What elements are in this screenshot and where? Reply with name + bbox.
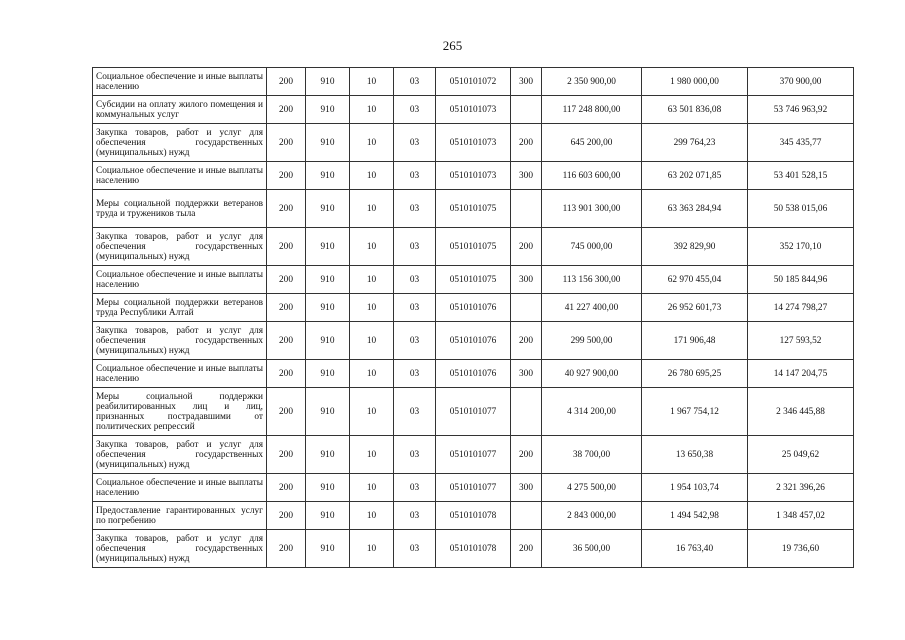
amount-planned-cell: 40 927 900,00: [542, 360, 642, 388]
section-cell: 10: [350, 502, 394, 530]
table-row: [93, 530, 854, 568]
code-cell: 910: [306, 530, 350, 568]
item-name-cell: Закупка товаров, работ и услуг для обеспечения государственных (муниципальных) нужд: [93, 228, 267, 266]
target-article-cell: 0510101075: [436, 266, 511, 294]
item-name-cell: Закупка товаров, работ и услуг для обеспечения государственных (муниципальных) нужд: [93, 124, 267, 162]
table-row: [93, 266, 854, 294]
subsection-cell: 03: [394, 228, 436, 266]
amount-planned-cell: 299 500,00: [542, 322, 642, 360]
subsection-cell: 03: [394, 502, 436, 530]
target-article-cell: 0510101077: [436, 388, 511, 436]
amount-executed-cell: 63 501 836,08: [642, 96, 748, 124]
target-article-cell: 0510101072: [436, 68, 511, 96]
code-cell: 910: [306, 360, 350, 388]
section-cell: 10: [350, 294, 394, 322]
code-cell: 910: [306, 388, 350, 436]
expense-type-cell: 300: [511, 266, 542, 294]
table-row: [93, 474, 854, 502]
target-article-cell: 0510101073: [436, 162, 511, 190]
amount-remaining-cell: 2 321 396,26: [748, 474, 854, 502]
amount-remaining-cell: 53 746 963,92: [748, 96, 854, 124]
expense-type-cell: 200: [511, 124, 542, 162]
expense-type-cell: 200: [511, 530, 542, 568]
amount-planned-cell: 113 156 300,00: [542, 266, 642, 294]
amount-planned-cell: 117 248 800,00: [542, 96, 642, 124]
code-cell: 200: [267, 124, 306, 162]
code-cell: 910: [306, 474, 350, 502]
code-cell: 910: [306, 294, 350, 322]
subsection-cell: 03: [394, 266, 436, 294]
section-cell: 10: [350, 266, 394, 294]
expense-type-cell: 300: [511, 162, 542, 190]
amount-executed-cell: 1 954 103,74: [642, 474, 748, 502]
table-row: [93, 360, 854, 388]
amount-planned-cell: 745 000,00: [542, 228, 642, 266]
amount-remaining-cell: 53 401 528,15: [748, 162, 854, 190]
section-cell: 10: [350, 162, 394, 190]
table-row: [93, 436, 854, 474]
code-cell: 910: [306, 124, 350, 162]
amount-executed-cell: 16 763,40: [642, 530, 748, 568]
item-name-cell: Субсидии на оплату жилого помещения и коммунальных услуг: [93, 96, 267, 124]
subsection-cell: 03: [394, 436, 436, 474]
amount-executed-cell: 26 780 695,25: [642, 360, 748, 388]
item-name-cell: Социальное обеспечение и иные выплаты населению: [93, 360, 267, 388]
amount-executed-cell: 392 829,90: [642, 228, 748, 266]
target-article-cell: 0510101078: [436, 530, 511, 568]
item-name-cell: Социальное обеспечение и иные выплаты населению: [93, 68, 267, 96]
amount-executed-cell: 63 202 071,85: [642, 162, 748, 190]
code-cell: 200: [267, 96, 306, 124]
amount-remaining-cell: 19 736,60: [748, 530, 854, 568]
target-article-cell: 0510101076: [436, 294, 511, 322]
code-cell: 910: [306, 436, 350, 474]
target-article-cell: 0510101073: [436, 96, 511, 124]
section-cell: 10: [350, 68, 394, 96]
expense-type-cell: [511, 388, 542, 436]
amount-planned-cell: 116 603 600,00: [542, 162, 642, 190]
amount-executed-cell: 1 980 000,00: [642, 68, 748, 96]
amount-planned-cell: 38 700,00: [542, 436, 642, 474]
code-cell: 200: [267, 190, 306, 228]
code-cell: 200: [267, 474, 306, 502]
code-cell: 910: [306, 68, 350, 96]
table-row: [93, 294, 854, 322]
expense-type-cell: [511, 96, 542, 124]
item-name-cell: Социальное обеспечение и иные выплаты населению: [93, 474, 267, 502]
amount-executed-cell: 1 967 754,12: [642, 388, 748, 436]
code-cell: 200: [267, 360, 306, 388]
subsection-cell: 03: [394, 474, 436, 502]
amount-planned-cell: 645 200,00: [542, 124, 642, 162]
table-row: [93, 190, 854, 228]
amount-remaining-cell: 50 185 844,96: [748, 266, 854, 294]
subsection-cell: 03: [394, 360, 436, 388]
section-cell: 10: [350, 530, 394, 568]
section-cell: 10: [350, 322, 394, 360]
section-cell: 10: [350, 388, 394, 436]
amount-executed-cell: 63 363 284,94: [642, 190, 748, 228]
code-cell: 910: [306, 266, 350, 294]
table-body: [93, 68, 854, 568]
table-row: [93, 322, 854, 360]
expense-type-cell: 200: [511, 436, 542, 474]
item-name-cell: Социальное обеспечение и иные выплаты населению: [93, 162, 267, 190]
amount-planned-cell: 4 314 200,00: [542, 388, 642, 436]
item-name-cell: Меры социальной поддержки ветеранов труда Республики Алтай: [93, 294, 267, 322]
page-number: 265: [442, 38, 463, 53]
amount-executed-cell: 299 764,23: [642, 124, 748, 162]
subsection-cell: 03: [394, 190, 436, 228]
section-cell: 10: [350, 360, 394, 388]
code-cell: 200: [267, 322, 306, 360]
target-article-cell: 0510101073: [436, 124, 511, 162]
amount-planned-cell: 36 500,00: [542, 530, 642, 568]
subsection-cell: 03: [394, 388, 436, 436]
expense-type-cell: 300: [511, 360, 542, 388]
amount-remaining-cell: 50 538 015,06: [748, 190, 854, 228]
table-row: [93, 388, 854, 436]
target-article-cell: 0510101075: [436, 228, 511, 266]
subsection-cell: 03: [394, 124, 436, 162]
amount-remaining-cell: 352 170,10: [748, 228, 854, 266]
amount-remaining-cell: 1 348 457,02: [748, 502, 854, 530]
code-cell: 910: [306, 228, 350, 266]
expense-type-cell: 200: [511, 322, 542, 360]
code-cell: 200: [267, 294, 306, 322]
code-cell: 910: [306, 162, 350, 190]
section-cell: 10: [350, 124, 394, 162]
code-cell: 200: [267, 266, 306, 294]
amount-executed-cell: 171 906,48: [642, 322, 748, 360]
table-row: [93, 228, 854, 266]
budget-table: [92, 67, 854, 568]
amount-remaining-cell: 14 147 204,75: [748, 360, 854, 388]
amount-executed-cell: 13 650,38: [642, 436, 748, 474]
code-cell: 200: [267, 228, 306, 266]
amount-executed-cell: 1 494 542,98: [642, 502, 748, 530]
subsection-cell: 03: [394, 294, 436, 322]
amount-planned-cell: 113 901 300,00: [542, 190, 642, 228]
table-row: [93, 162, 854, 190]
code-cell: 910: [306, 322, 350, 360]
subsection-cell: 03: [394, 530, 436, 568]
item-name-cell: Предоставление гарантированных услуг по погребению: [93, 502, 267, 530]
target-article-cell: 0510101076: [436, 322, 511, 360]
item-name-cell: Меры социальной поддержки ветеранов труда и тружеников тыла: [93, 190, 267, 228]
code-cell: 200: [267, 436, 306, 474]
code-cell: 910: [306, 190, 350, 228]
subsection-cell: 03: [394, 96, 436, 124]
item-name-cell: Социальное обеспечение и иные выплаты населению: [93, 266, 267, 294]
target-article-cell: 0510101076: [436, 360, 511, 388]
subsection-cell: 03: [394, 162, 436, 190]
item-name-cell: Закупка товаров, работ и услуг для обеспечения государственных (муниципальных) нужд: [93, 436, 267, 474]
expense-type-cell: 200: [511, 228, 542, 266]
item-name-cell: Закупка товаров, работ и услуг для обеспечения государственных (муниципальных) нужд: [93, 322, 267, 360]
target-article-cell: 0510101077: [436, 474, 511, 502]
expense-type-cell: [511, 294, 542, 322]
amount-executed-cell: 62 970 455,04: [642, 266, 748, 294]
code-cell: 200: [267, 68, 306, 96]
section-cell: 10: [350, 96, 394, 124]
item-name-cell: Меры социальной поддержки реабилитированных лиц и лиц, признанных пострадавшими от политических репрессий: [93, 388, 267, 436]
expense-type-cell: [511, 502, 542, 530]
code-cell: 200: [267, 162, 306, 190]
item-name-cell: Закупка товаров, работ и услуг для обеспечения государственных (муниципальных) нужд: [93, 530, 267, 568]
amount-executed-cell: 26 952 601,73: [642, 294, 748, 322]
target-article-cell: 0510101075: [436, 190, 511, 228]
code-cell: 910: [306, 96, 350, 124]
subsection-cell: 03: [394, 68, 436, 96]
amount-remaining-cell: 2 346 445,88: [748, 388, 854, 436]
amount-remaining-cell: 14 274 798,27: [748, 294, 854, 322]
code-cell: 200: [267, 388, 306, 436]
code-cell: 200: [267, 530, 306, 568]
subsection-cell: 03: [394, 322, 436, 360]
target-article-cell: 0510101078: [436, 502, 511, 530]
code-cell: 200: [267, 502, 306, 530]
target-article-cell: 0510101077: [436, 436, 511, 474]
expense-type-cell: 300: [511, 68, 542, 96]
code-cell: 910: [306, 502, 350, 530]
amount-planned-cell: 2 350 900,00: [542, 68, 642, 96]
table-row: [93, 68, 854, 96]
section-cell: 10: [350, 436, 394, 474]
amount-planned-cell: 2 843 000,00: [542, 502, 642, 530]
expense-type-cell: 300: [511, 474, 542, 502]
section-cell: 10: [350, 190, 394, 228]
amount-remaining-cell: 345 435,77: [748, 124, 854, 162]
table-row: [93, 502, 854, 530]
section-cell: 10: [350, 228, 394, 266]
amount-remaining-cell: 127 593,52: [748, 322, 854, 360]
section-cell: 10: [350, 474, 394, 502]
amount-remaining-cell: 370 900,00: [748, 68, 854, 96]
amount-remaining-cell: 25 049,62: [748, 436, 854, 474]
expense-type-cell: [511, 190, 542, 228]
table-row: [93, 124, 854, 162]
amount-planned-cell: 41 227 400,00: [542, 294, 642, 322]
amount-planned-cell: 4 275 500,00: [542, 474, 642, 502]
table-row: [93, 96, 854, 124]
